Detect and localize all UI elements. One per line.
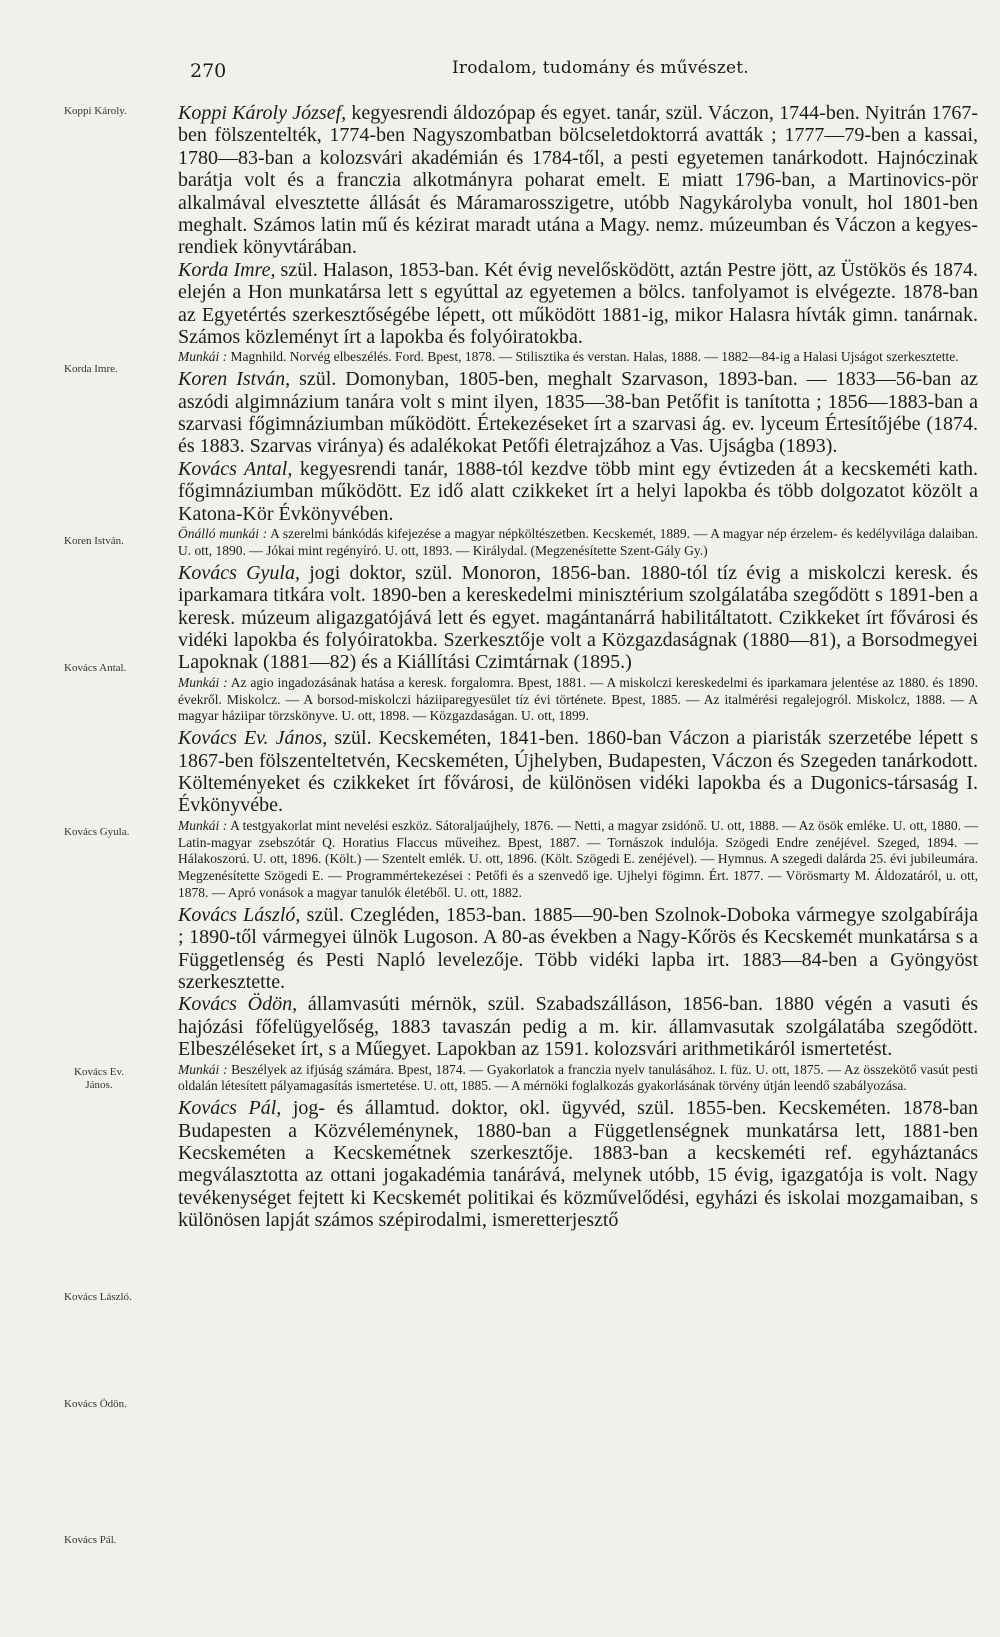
margin-label-kovacs-antal: Kovács Antal. (64, 662, 127, 674)
margin-label-koppi: Koppi Károly. (64, 105, 127, 117)
entry-text: szül. Domonyban, 1805-ben, meghalt Szarvason, 1893-ban. — 1833—56-ban az aszódi algimnázium tanára volt s mint ilyen, 1835—38-ban Petőfit is tanította ; 1856—1883-ban a szarvasi főgimnáziumban működött. Értekezéseket írt a szarvasi ág. ev. lyceum Értesítőjébe (1874. és 1883. Szarvas virányа) és adalékokat Petőfi életrajzához a Vas. Ujságba (1893). (178, 368, 978, 458)
margin-label-kovacs-laszlo: Kovács László. (64, 1291, 132, 1303)
entry-kovacs-antal (178, 458, 978, 560)
entry-text: jogi doktor, szül. Monoron, 1856-ban. 1880-tól tíz évig a miskolczi keresk. és iparkamara titkára volt. 1890-ben a kereskedelmi minisztérium szolgálatába szegődött s 1891-ben a keresk. múzeum aligazgatójává lett és egyet. magántanárrá habilitáltatott. Czikkeket írt fővárosi és vidéki lapokba és folyóiratokba. Szerkesztője volt a Közgazdaságnak (1880—81), a Borsodmegyei Lapoknak (1881—82) és a Kiállítási Czimtárnak (1895.) (178, 561, 979, 674)
running-head: Irodalom, tudomány és művészet. (452, 58, 749, 78)
margin-label-korda: Korda Imre. (64, 363, 118, 375)
margin-label-koren: Koren István. (64, 535, 124, 547)
margin-label-kovacs-pal: Kovács Pál. (64, 1534, 117, 1546)
entry-text: kegyesrendi tanár, 1888-tól kezdve több mint egy évtizeden át a kecskeméti kath. főgimnáziumban működött. Ez idő alatt czikkeket írt a helyi lapokba és több dolgozatot közölt a Katona-Kör Évkönyvében. (178, 457, 978, 525)
entry-name: Kovács Ödön, (178, 993, 298, 1016)
works-text: A testgyakorlat mint nevelési eszköz. Sátoraljaújhely, 1876. — Netti, a magyar zsidónő. U. ott, 1888. — Az ösök emléke. U. ott, 1880. — Latin-magyar zsebszótár Q. Horatius Flaccus műveihez. Bpest, 1887. — Tornászok indulója. Szögedi Endre zenéjével. Szeged, 1894. — Hálakoszorú. U. ott, 1896. (Költ.) — Szentelt emlék. U. ott, 1896. (Költ. Szögedi E. zenéjével). — Hymnus. A szegedi dalárda 25. évi jubileumára. Megzenésítette Szögedi E. — Programmértekezései : Petőfi és a szenvedő ige. Ujhelyi fögimn. Ért. 1877. — Vörösmarty M. Áldozatáról, u. ott, 1878. — Apró vonások a magyar tanulók életéből. U. ott, 1882. (178, 817, 979, 900)
works-text: A szerelmi bánkódás kifejezése a magyar népköltészetben. Kecskemét, 1889. — A magyar nép érzelem- és kedélyvilága dalaiban. U. ott, 1890. — Jókai mint regényíró. U. ott, 1893. — Királydal. (Megzenésítette Szent-Gály Gy.) (178, 526, 978, 558)
entry-name: Kovács László, (178, 903, 301, 926)
entry-name: Kovács Pál, (178, 1097, 282, 1120)
entry-name: Kovács Antal, (178, 457, 293, 480)
entry-text: kegyesrendi áldozópap és egyet. tanár, szül. Váczon, 1744-ben. Nyitrán 1767-ben fölszentelték, 1774-ben Nagyszombatban bölcseletdoktorrá avatták ; 1777—79-ben a kassai, 1780—83-ban a kolozsvári akadémián és 1784-től, a pesti egyetemen tanárkodott. Hajnóczinak barátja volt és a franczia alkotmányra poharat emelt. E miatt 1796-ban, a Martinovics-pör alkalmával elvesztette állását és Máramarosszigetre, utóbb Nagykárolyba vonult, hol 1801-ben meghalt. Számos latin mű és kézirat maradt utána a Magy. nemz. múzeumban és Váczon a kegyes-rendiek könyvtárában. (178, 102, 978, 259)
entry-name: Koppi Károly József, (178, 102, 347, 124)
entry-text: jog- és államtud. doktor, okl. ügyvéd, szül. 1855-ben. Kecskeméten. 1878-ban Budapesten a Közvéleménynek, 1880-ban a Függetlenségnek munkatársa lett, 1881-ben Kecskeméten a Kecskemétnek szerkesztője. 1883-ban a kecskeméti ref. egyháztanács megválasztotta az ottani jogakadémia tanárává, melynek utóbb, 15 évig, igazgatója is volt. Nagy tevékenységet fejtett ki Kecskemét politikai és közművelődési, egyházi és iskolai mozgamaiban, s különösen lapját számos szépirodalmi, ismeretterjesztő (178, 1097, 978, 1232)
works-lead: Munkái : (178, 1061, 228, 1077)
works-lead: Munkái : (178, 349, 228, 365)
entry-kovacs-odon (178, 993, 978, 1095)
entry-text: államvasúti mérnök, szül. Szabadszálláson, 1856-ban. 1880 végén a vasuti és hajózási főfelügyelőség, 1883 tavaszán pedig a m. kir. államvasutak szolgálatába szegődött. Elbeszéléseket írt, s a Műegyet. Lapokban az 1591. kolozsvári arithmetikáról ismertetést. (178, 993, 978, 1061)
entry-koren-istvan (178, 368, 978, 458)
page-header (0, 56, 1000, 86)
works-lead: Munkái : (178, 817, 228, 833)
entry-name: Kovács Ev. János, (178, 727, 328, 750)
entry-text: szül. Czegléden, 1853-ban. 1885—90-ben Szolnok-Doboka vármegye szolgabírája ; 1890-től vármegyei ülnök Lugoson. A 80-as években a Nagy-Kőrös és Kecskemét munkatársa s a Függetlenség és Pesti Napló levelezője. Több vidéki lapba irt. 1883—84-ben a Gyöngyöst szerkesztette. (178, 903, 979, 993)
entry-koppi-karoly (178, 102, 978, 259)
works-text: Az agio ingadozásának hatása a keresk. forgalomra. Bpest, 1881. — A miskolczi kereskedelmi és iparkamara jelentése az 1880. és 1890. évekről. Miskolcz. — A borsod-miskolczi háziiparegyesület tíz évi története. Bpest, 1885. — Az italmérési regalejogról. Miskolcz, 1888. — A magyar háziipar törzskönyve. U. ott, 1898. — Közgazdaságan. U. ott, 1899. (178, 674, 978, 724)
entry-name: Koren István, (178, 368, 291, 391)
entry-kovacs-gyula (178, 562, 978, 725)
entry-kovacs-laszlo (178, 904, 978, 994)
entry-name: Korda Imre, (178, 258, 276, 281)
entry-text: szül. Halason, 1853-ban. Két évig nevelősködött, aztán Pestre jött, az Üstökös és 1874. elején a Hon munkatársa lett s egyúttal az egyetemen a bölcs. tanfolyamot is elvégezte. 1878-ban az Egyetértés szerkesztőségébe lépett, ott működött 1881-ig, mikor Halasra hívták gimn. tanárnak. Számos közleményt írt a lapokba és folyóiratokba. (178, 258, 978, 349)
entry-kovacs-ev-janos (178, 727, 978, 902)
entry-text: szül. Kecskeméten, 1841-ben. 1860-ban Váczon a piaristák szerzetébe lépett s 1867-ben fölszenteltetvén, Kecskeméten, Újhelyben, Budapesten, Váczon és Szegeden tanárkodott. Költeményeket és czikkeket írt fővárosi, de különösen vidéki lapokba és a Dugonics-társaság I. Évkönyvébe. (178, 727, 978, 817)
entry-name: Kovács Gyula, (178, 561, 300, 584)
page-number: 270 (190, 60, 227, 82)
entry-korda-imre (178, 259, 978, 366)
works-lead: Munkái : (178, 674, 228, 690)
entry-kovacs-pal (178, 1097, 978, 1231)
margin-label-kovacs-ev-janos: Kovács Ev. János. (74, 1066, 124, 1091)
works-lead: Önálló munkái : (178, 526, 268, 542)
works-text: Magnhild. Norvég elbeszélés. Ford. Bpest, 1878. — Stilisztika és verstan. Halas, 1888. — 1882—84-ig a Halasi Ujságot szerkesztette. (227, 349, 959, 365)
text-column (178, 102, 978, 1232)
margin-label-kovacs-odon: Kovács Ödön. (64, 1398, 127, 1410)
margin-label-kovacs-gyula: Kovács Gyula. (64, 826, 130, 838)
works-text: Beszélyek az ifjúság számára. Bpest, 1874. — Gyakorlatok a franczia nyelv tanulásához. I. füz. U. ott, 1875. — Az összekötő vasút pesti oldalán létesített pályamagasítás ismertetése. U. ott, 1885. — A mérnöki foglalkozás gyakorlásának törvény útján leendő szabályozása. (178, 1061, 978, 1094)
